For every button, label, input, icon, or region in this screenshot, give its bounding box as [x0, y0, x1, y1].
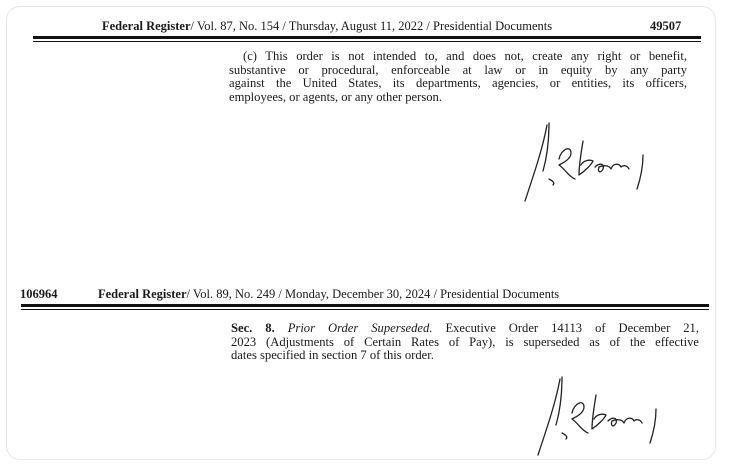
- doc2-signature: [532, 375, 672, 459]
- doc1-signature: [519, 119, 659, 209]
- doc1-header-details: / Vol. 87, No. 154 / Thursday, August 11, 2022 / Presidential Documents: [190, 19, 553, 33]
- doc2-section-label: Sec. 8.: [231, 321, 275, 335]
- screenshot-frame: [6, 6, 716, 460]
- doc1-header-rule-thin: [33, 41, 701, 42]
- doc1-header-rule: [33, 36, 701, 39]
- doc1-line-3: against the United States, its departments, agencies, or entities, its officers,: [229, 76, 687, 91]
- doc2-page-number: 106964: [20, 287, 58, 301]
- doc1-running-header: [102, 19, 552, 34]
- doc1-line-4: employees, or agents, or any other person.: [229, 89, 442, 104]
- doc2-section-title: Prior Order Superseded.: [287, 321, 433, 335]
- doc2-header-details: / Vol. 89, No. 249 / Monday, December 30, 2024 / Presidential Documents: [186, 287, 560, 301]
- doc2-line-2: 2023 (Adjustments of Certain Rates of Pay), is superseded as of the effective: [231, 334, 699, 349]
- doc2-publication-name: Federal Register: [98, 287, 187, 301]
- doc1-paragraph: [229, 50, 687, 104]
- doc1-publication-name: Federal Register: [102, 19, 191, 33]
- doc1-page-number: 49507: [650, 19, 682, 33]
- doc1-line-2: substantive or procedural, enforceable at law or in equity by any party: [229, 62, 687, 77]
- doc2-line-1-text: Executive Order 14113 of December 21,: [445, 321, 699, 335]
- doc2-header-rule-thin: [21, 309, 709, 310]
- doc2-header-rule: [21, 304, 709, 307]
- doc1-line-1: (c) This order is not intended to, and does not, create any right or benefit,: [243, 49, 687, 63]
- doc2-line-1: [231, 322, 699, 336]
- doc2-running-header: [98, 287, 559, 302]
- doc2-paragraph: [231, 322, 699, 363]
- doc2-line-3: dates specified in section 7 of this order.: [231, 348, 434, 363]
